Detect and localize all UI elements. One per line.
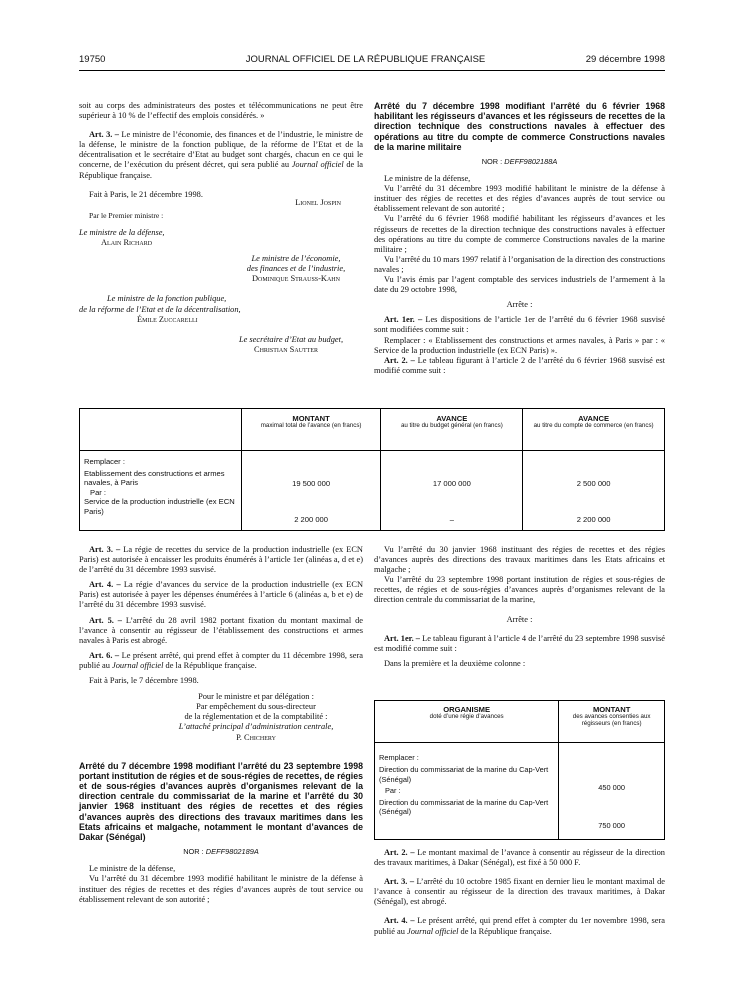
table-header-row [80, 409, 665, 451]
paragraph: Dans la première et la deuxième colonne : [384, 658, 526, 668]
article-3: Art. 3. – L’arrêté du 10 octobre 1985 fixant en dernier lieu le montant maximal de l’avance à consentir au régisseur de la direction des travaux maritimes, à Dakar (Sénégal), est abrogé. [374, 877, 666, 907]
column-header [80, 409, 242, 451]
cell-value: 450 000 [598, 783, 626, 792]
cell-value: 2 500 000 [576, 479, 611, 488]
article-3: Art. 3. – La régie de recettes du service de la production industrielle (ex ECN Paris) est autorisée à encaisser les produits énumérés à l’article 1er (alinéas a, d et e) de l’arrêté du 31 décembre 1993 susvisé. [79, 545, 363, 575]
table-regie-dakar [374, 700, 665, 840]
paragraph: Vu l’avis émis par l’agent comptable des services industriels de l’armement à la date du 29 octobre 1998, [374, 275, 665, 295]
issue-date: 29 décembre 1998 [585, 54, 665, 65]
delegation-line: Par empêchement du sous-directeur [196, 702, 316, 712]
paragraph: Remplacer : « Etablissement des constructions et armes navales, à Paris » par : « Service de la production industrielle (ex ECN Paris) ». [374, 335, 665, 355]
arrete-title: Arrêté du 7 décembre 1998 modifiant l’arrêté du 23 septembre 1998 portant institution de régies et de sous-régies de recettes, de régies et de sous-régies d’avances auprès d’organismes relevant de la direction centrale du commissariat de la marine et l’arrêté du 30 janvier 1968 instituant des régies de recettes et des régies d’avances auprès des directions des travaux maritimes dans les Etats africains et malgache, notamment le montant d’avances de Dakar (Sénégal) [79, 760, 363, 843]
page-number: 19750 [79, 54, 106, 65]
fait-a-paris: Fait à Paris, le 7 décembre 1998. [89, 676, 199, 686]
delegation-line: L’attaché principal d’administration centrale, [178, 722, 334, 732]
cell-label: Par : [90, 487, 107, 497]
left-column-top [79, 101, 363, 355]
paragraph: Vu l’arrêté du 31 décembre 1993 modifié habilitant le ministre de la défense à instituer des régies de recettes et des régies d’avances auprès de tout service ou établissement relevant de son autorité ; [79, 874, 363, 904]
minister-eco-name: Dominique Strauss-Kahn [252, 274, 340, 284]
delegation-line: Pour le ministre et par délégation : [198, 692, 314, 702]
article-4: Art. 4. – La régie d’avances du service de la production industrielle (ex ECN Paris) est autorisée à payer les dépenses énumérées à l’article 6 (alinéas a, b et e) de l’arrêté du 31 décembre 1993 susvisé. [79, 580, 363, 610]
delegation-name: P. Chichery [236, 732, 276, 742]
column-header: MONTANT maximal total de l’avance (en francs) [241, 409, 381, 451]
minister-defense-title: Le ministre de la défense, [79, 227, 165, 237]
paragraph: Le ministre de la défense, [89, 864, 176, 874]
delegation-line: de la réglementation et de la comptabilité : [184, 712, 328, 722]
table-row [80, 451, 665, 531]
minister-fp-title-2: de la réforme de l’Etat et de la décentralisation, [79, 304, 241, 314]
article-1: Art. 1er. – Les dispositions de l’article 1er de l’arrêté du 6 février 1968 susvisé sont modifiées comme suit : [374, 315, 666, 335]
column-header: AVANCE au titre du budget général (en francs) [381, 409, 523, 451]
signature-pm: Lionel Jospin [295, 197, 341, 207]
right-column-end [374, 848, 665, 937]
paragraph: Vu l’arrêté du 30 janvier 1968 instituant des régies de recettes et des régies d’avances auprès des directions des travaux maritimes dans les Etats africains et malgache ; [374, 545, 665, 575]
article-3: Art. 3. – Le ministre de l’économie, des finances et de l’industrie, le ministre de la défense, le ministre de la fonction publique, de la réforme de l’Etat et de la décentralisation et le secrétaire d’Etat au budget sont chargés, chacun en ce qui le concerne, de l’exécution du présent décret, qui sera publié au Journal officiel de la République française. [79, 130, 363, 180]
paragraph: Vu l’arrêté du 10 mars 1997 relatif à l’organisation de la direction des constructions navales ; [374, 254, 665, 274]
column-header: ORGANISME doté d’une régie d’avances [375, 701, 559, 743]
cell-label: Direction du commissariat de la marine du Cap-Vert (Sénégal) [379, 797, 549, 817]
article-4: Art. 4. – Le présent arrêté, qui prend effet à compter du 1er novembre 1998, sera publié au Journal officiel de la République française. [374, 916, 665, 936]
secretaire-etat-title: Le secrétaire d’Etat au budget, [238, 334, 344, 344]
column-header: AVANCE au titre du compte de commerce (en francs) [523, 409, 665, 451]
right-column-top [374, 101, 665, 376]
paragraph: soit au corps des administrateurs des postes et télécommunications ne peut être supérieur à 10 % de l’effectif des emplois considérés. » [79, 101, 363, 121]
article-6: Art. 6. – Le présent arrêté, qui prend effet à compter du 11 décembre 1998, sera publié au Journal officiel de la République française. [79, 650, 363, 670]
cell-label: Etablissement des constructions et armes navales, à Paris [84, 468, 225, 488]
minister-fp-name: Émile Zuccarelli [137, 314, 198, 324]
minister-defense-name: Alain Richard [101, 238, 153, 248]
cell-value: – [449, 515, 454, 524]
minister-eco-title-1: Le ministre de l’économie, [251, 254, 341, 264]
table-header-row [375, 701, 665, 743]
cell-label: Remplacer : [84, 457, 125, 466]
article-2: Art. 2. – Le tableau figurant à l’article 2 de l’arrêté du 6 février 1968 susvisé est modifié comme suit : [374, 355, 666, 375]
par-le-premier-ministre: Par le Premier ministre : [89, 210, 164, 220]
cell-value: 19 500 000 [292, 479, 331, 488]
left-column-bottom [79, 545, 363, 905]
table-row [375, 743, 665, 840]
paragraph: Vu l’arrêté du 31 décembre 1993 modifié habilitant le ministre de la défense à instituer des régies de recettes et des régies d’avances auprès de tout service ou établissement relevant de son autorité ; [374, 184, 665, 214]
journal-title: JOURNAL OFFICIEL DE LA RÉPUBLIQUE FRANÇAISE [245, 54, 486, 65]
cell-label: Remplacer : [379, 753, 419, 762]
cell-value: 750 000 [598, 821, 626, 830]
minister-fp-title-1: Le ministre de la fonction publique, [107, 294, 227, 304]
secretaire-etat-name: Christian Sautter [254, 344, 318, 354]
minister-eco-title-2: des finances et de l’industrie, [246, 264, 346, 274]
paragraph: Vu l’arrêté du 23 septembre 1998 portant institution de régies et sous-régies de recettes, de régies et de sous-régies d’avances auprès d’organismes relevant de la direction centrale du commissariat de la marine, [374, 575, 665, 605]
table-avances-dcn [79, 408, 665, 531]
right-column-bottom [374, 545, 665, 669]
paragraph: Le ministre de la défense, [384, 174, 471, 184]
cell-value: 2 200 000 [294, 515, 328, 524]
article-label: Art. 3. – [89, 130, 119, 140]
arrete-label: Arrête : [506, 614, 533, 624]
article-2: Art. 2. – Le montant maximal de l’avance à consentir au régisseur de la direction des travaux maritimes, à Dakar (Sénégal), est fixé à 50 000 F. [374, 848, 665, 868]
header-rule [79, 70, 665, 71]
fait-a-paris: Fait à Paris, le 21 décembre 1998. [89, 189, 203, 199]
arrete-title: Arrêté du 7 décembre 1998 modifiant l’arrêté du 6 février 1968 habilitant les régisseurs d’avances et les régisseurs de recettes de la direction technique des constructions navales à effectuer des opérations au titre du compte de commerce Constructions navales de la marine militaire [374, 101, 665, 152]
cell-label: Direction du commissariat de la marine du Cap-Vert (Sénégal) [379, 765, 549, 784]
arrete-label: Arrête : [506, 300, 533, 310]
article-1: Art. 1er. – Le tableau figurant à l’article 4 de l’arrêté du 23 septembre 1998 susvisé est modifié comme suit : [374, 633, 666, 653]
article-5: Art. 5. – L’arrêté du 28 avril 1982 portant fixation du montant maximal de l’avance à consentir au régisseur de l’établissement des constructions et armes navales à Paris est abrogé. [79, 615, 363, 645]
cell-label: Service de la production industrielle (ex ECN Paris) [84, 497, 235, 516]
nor-reference: NOR : DEFF9802188A [481, 157, 558, 167]
nor-reference: NOR : DEFF9802189A [183, 847, 259, 857]
cell-value: 2 200 000 [576, 515, 611, 524]
paragraph: Vu l’arrêté du 6 février 1968 modifié habilitant les régisseurs d’avances et les régisseurs de recettes de la direction technique des constructions navales à effectuer des opérations au titre du compte de commerce Constructions navales de la marine militaire ; [374, 214, 665, 254]
cell-value: 17 000 000 [432, 479, 471, 488]
cell-label: Par : [385, 786, 401, 796]
column-header: MONTANT des avances consenties aux régisseurs (en francs) [559, 701, 665, 743]
